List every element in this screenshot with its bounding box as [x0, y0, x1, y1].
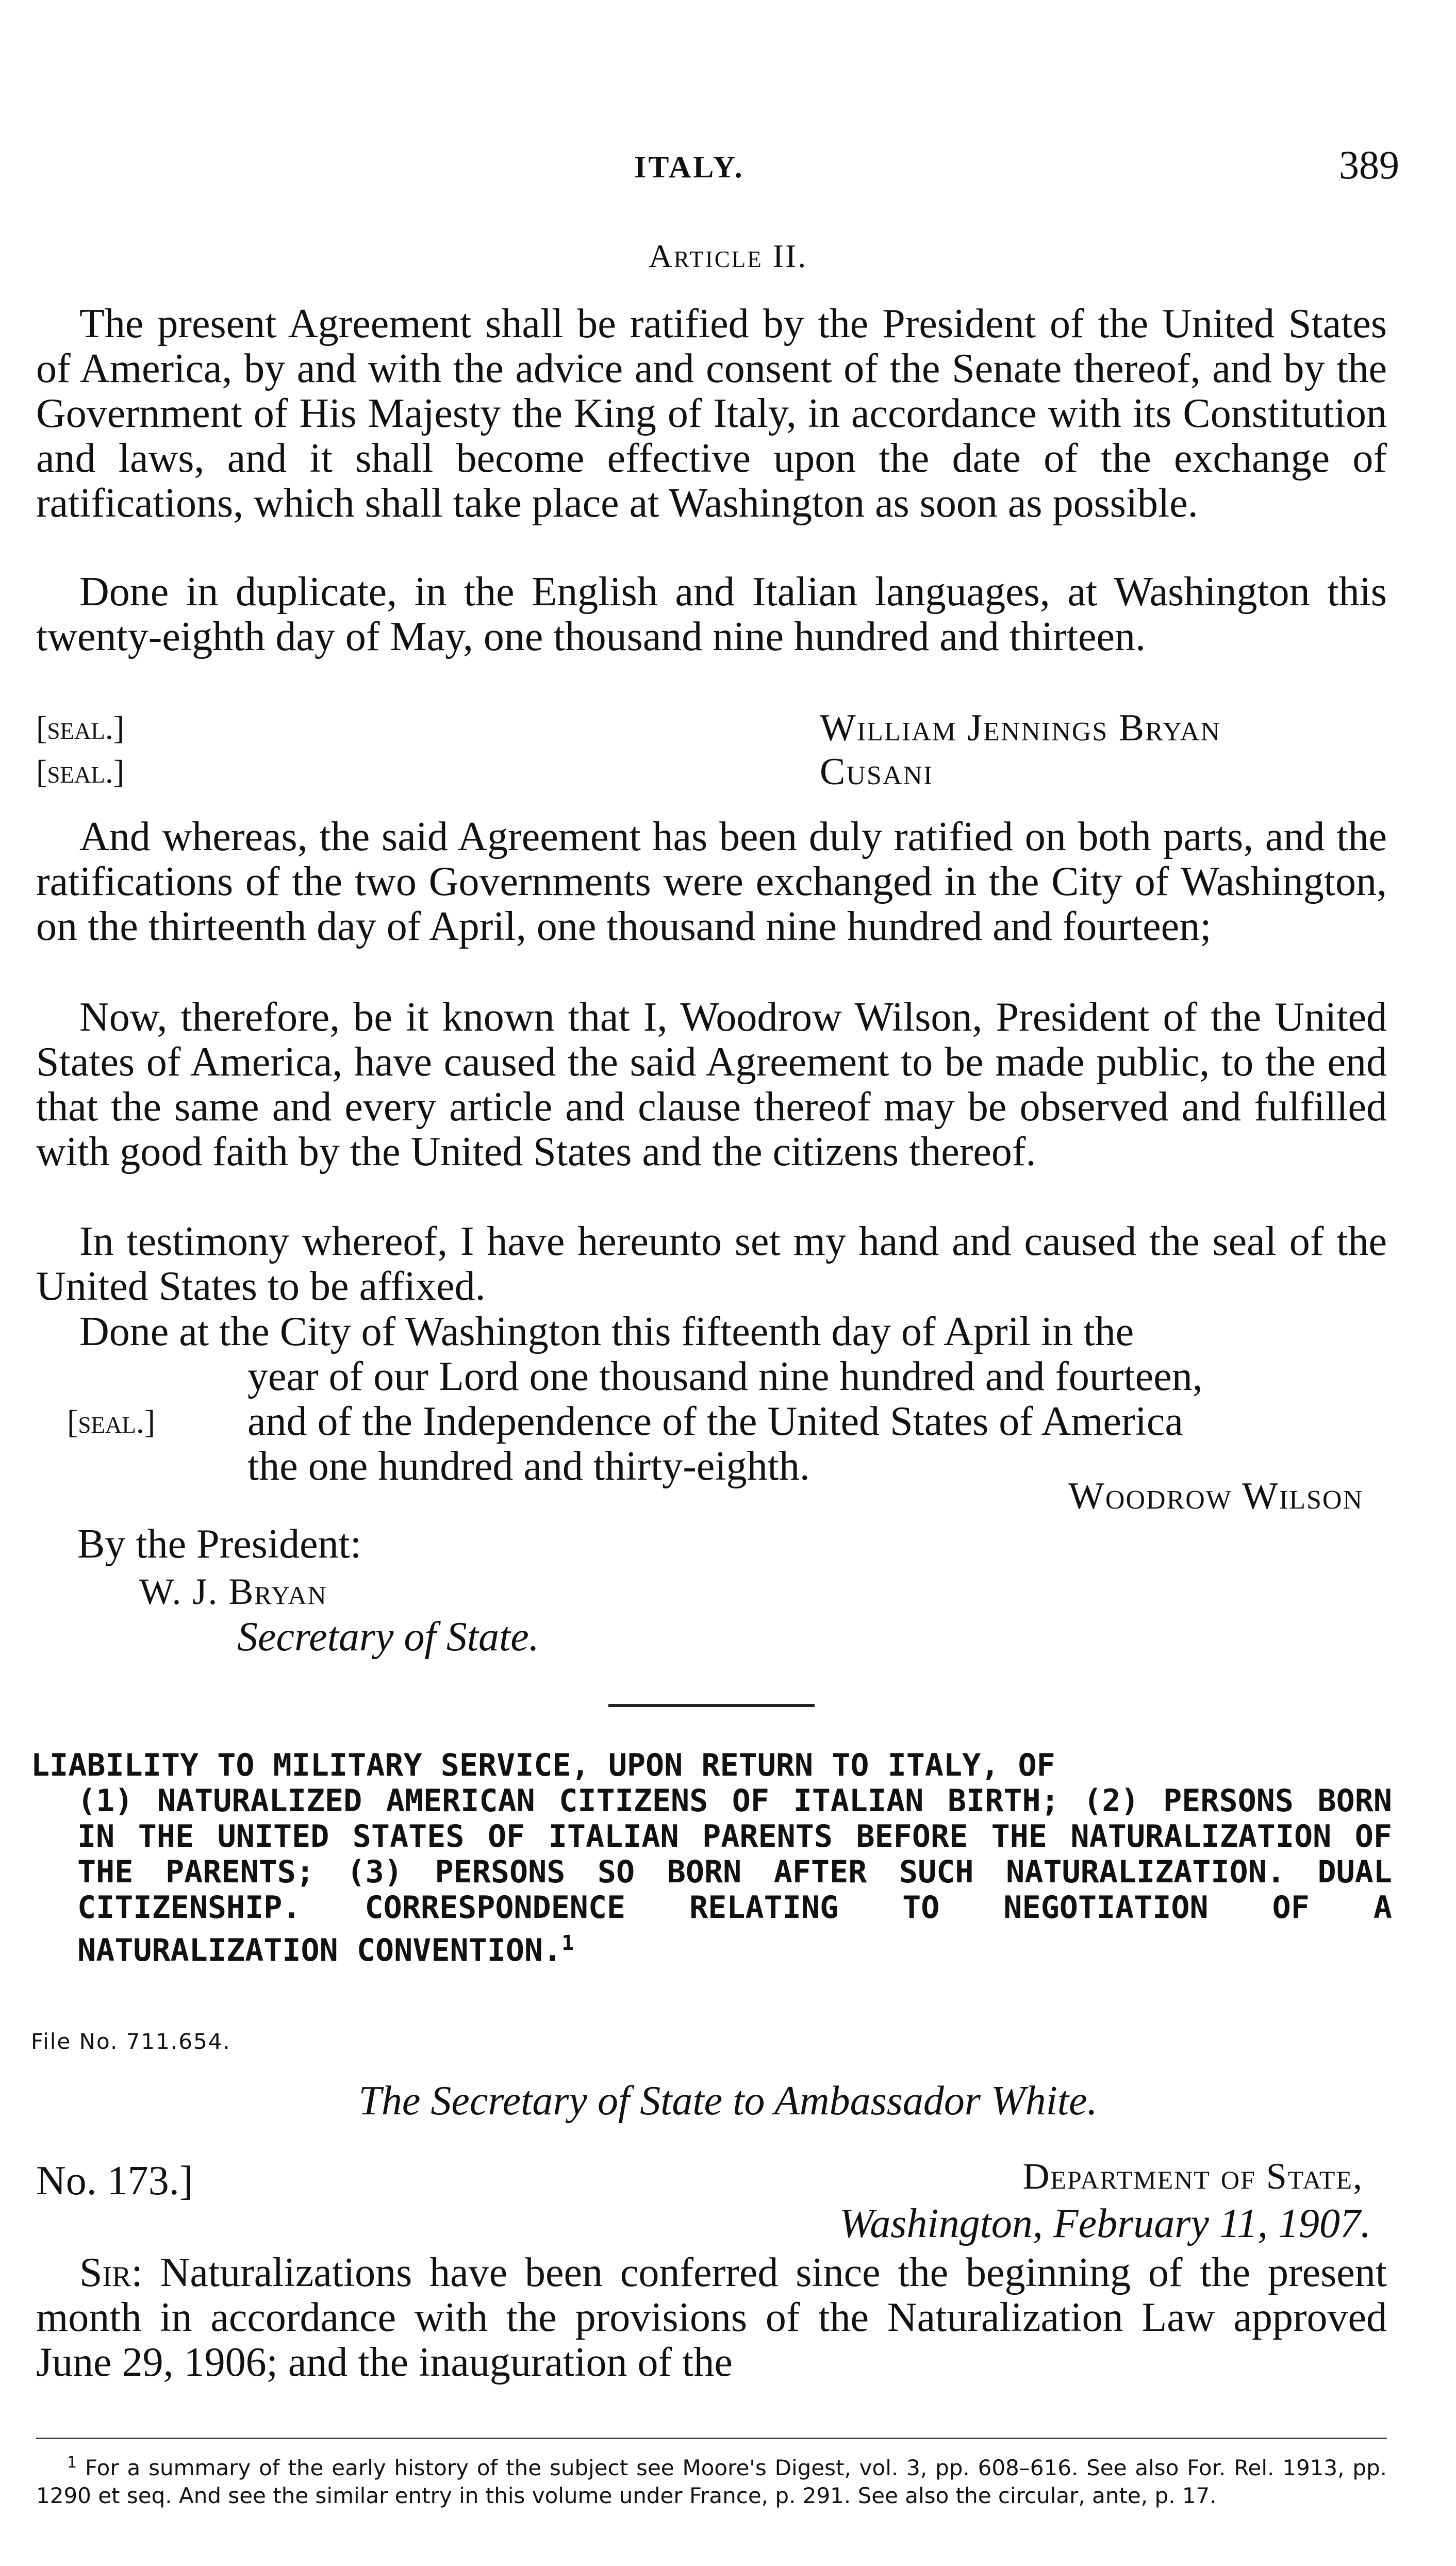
secretary-title: Secretary of State. — [237, 1614, 539, 1660]
secretary-name — [139, 1567, 327, 1614]
seal-label: [seal.] — [36, 709, 125, 746]
file-number: File No. 711.654. — [31, 2029, 231, 2054]
footnote-divider — [36, 2438, 1387, 2439]
footnote-number: 1 — [67, 2454, 77, 2472]
section-heading — [31, 1748, 1392, 1968]
section-heading-line-1: LIABILITY TO MILITARY SERVICE, UPON RETURN TO ITALY, OF — [31, 1747, 1055, 1783]
footnote — [36, 2449, 1387, 2510]
done-line-4: the one hundred and thirty-eighth. — [247, 1444, 810, 1489]
section-heading-body: (1) NATURALIZED AMERICAN CITIZENS OF ITALIAN BIRTH; (2) PERSONS BORN IN THE UNITED STATES OF ITALIAN PARENTS BEFORE THE NATURALIZATION OF THE PARENTS; (3) PERSONS SO BORN AFTER SUCH NATURALIZATION. DUAL CITIZENSHIP. CORRESPONDENCE RELATING TO NEGOTIATION OF A NATURALIZATION CONVENTION. — [77, 1783, 1392, 1968]
article-paragraph: The present Agreement shall be ratified by the President of the United States of America, by and with the advice and consent of the Senate thereof, and by the Government of His Majesty the King of Italy, in accordance with its Constitution and laws, and it shall become effective upon the date of the exchange of ratifications, which shall take place at Washington as soon as possible. — [36, 301, 1387, 526]
dateline: Washington, February 11, 1907. — [839, 2201, 1371, 2246]
article-title: Article II. — [648, 238, 808, 274]
footnote-text: For a summary of the early history of the subject see Moore's Digest, vol. 3, pp. 608–616. See also For. Rel. 1913, pp. 1290 et seq. And see the similar entry in this volume under France, p. 291. See also the circular, ante, p. 17. — [36, 2455, 1387, 2508]
department-heading: Department of State, — [1022, 2156, 1363, 2197]
secretary-name-text: W. J. Bryan — [139, 1571, 327, 1612]
letter-title: The Secretary of State to Ambassador White. — [358, 2078, 1098, 2124]
signer-name: William Jennings Bryan — [820, 707, 1221, 749]
done-in-duplicate-paragraph: Done in duplicate, in the English and Italian languages, at Washington this twenty-eighth day of May, one thousand nine hundred and thirteen. — [36, 569, 1387, 659]
done-at-washington-block — [36, 1310, 1387, 1489]
done-line-2: year of our Lord one thousand nine hundred and fourteen, — [247, 1354, 1203, 1399]
by-the-president: By the President: — [77, 1521, 362, 1567]
testimony-paragraph: In testimony whereof, I have hereunto set my hand and caused the seal of the United States to be affixed. — [36, 1219, 1387, 1309]
salutation: Sir — [79, 2250, 131, 2295]
document-number: No. 173.] — [36, 2158, 193, 2204]
done-line-1: Done at the City of Washington this fifteenth day of April in the — [79, 1309, 1134, 1354]
footnote-marker[interactable]: 1 — [561, 1931, 574, 1955]
letter-body-text: : Naturalizations have been conferred since the beginning of the present month in accordance with the provisions of the Naturalization Law approved June 29, 1906; and the inauguration of the — [36, 2250, 1387, 2385]
done-line-3: and of the Independence of the United States of America — [247, 1399, 1183, 1444]
running-title: ITALY. — [634, 150, 744, 184]
whereas-paragraph: And whereas, the said Agreement has been duly ratified on both parts, and the ratifications of the two Governments were exchanged in the City of Washington, on the thirteenth day of April, one thousand nine hundred and fourteen; — [36, 814, 1387, 949]
done-line-3-row — [36, 1399, 1387, 1444]
letter-body — [36, 2250, 1387, 2385]
president-signature: Woodrow Wilson — [1068, 1475, 1363, 1517]
now-therefore-paragraph: Now, therefore, be it known that I, Woodrow Wilson, President of the United States of America, have caused the said Agreement to be made public, to the end that the same and every article and clause thereof may be observed and fulfilled with good faith by the United States and the citizens thereof. — [36, 995, 1387, 1174]
section-divider — [608, 1704, 815, 1707]
seal-label: [seal.] — [36, 753, 125, 790]
seal-label: [seal.] — [67, 1403, 156, 1440]
signer-name: Cusani — [820, 751, 934, 793]
page-number: 389 — [1339, 142, 1399, 187]
section-heading-rest — [31, 1783, 1392, 1968]
